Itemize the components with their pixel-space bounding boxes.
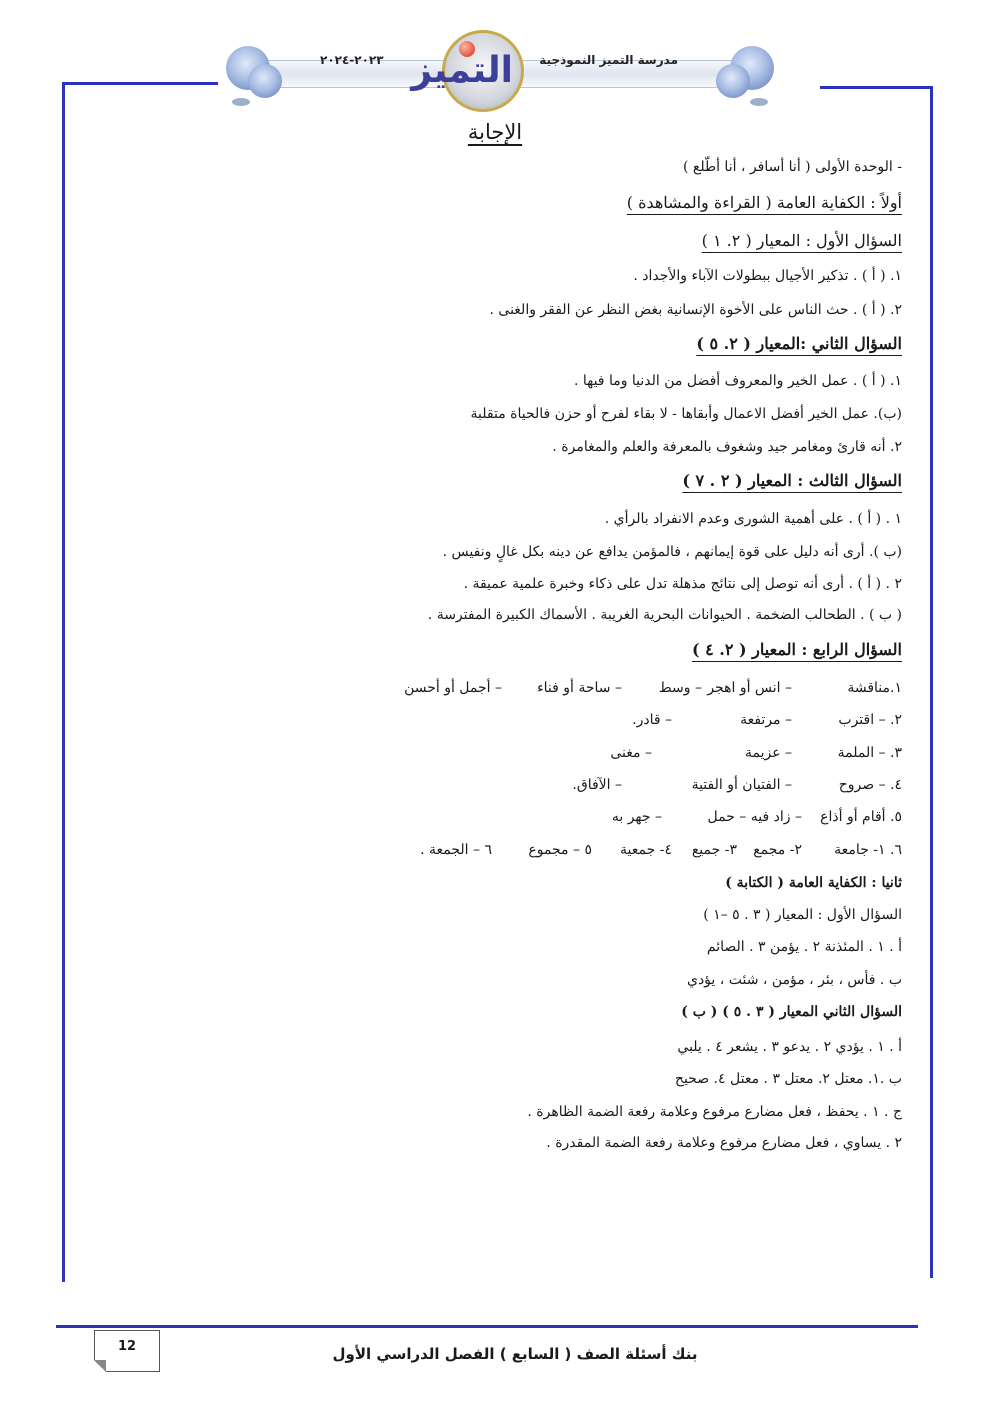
answer-line: ج . ١ . يحفظ ، فعل مضارع مرفوع وعلامة رفعة الضمة الظاهرة .: [527, 1104, 902, 1120]
page-number: 12: [117, 1339, 137, 1354]
word-cell: – عزيمة: [744, 745, 792, 761]
word-row: [582, 710, 902, 730]
word-cell: ٣. – الملمة: [837, 745, 902, 761]
word-row: [572, 807, 902, 827]
word-cell: ١.مناقشة: [847, 680, 902, 696]
section-heading: أولاً : الكفاية العامة ( القراءة والمشاهدة ): [626, 193, 902, 212]
word-cell: – أجمل أو أحسن: [404, 680, 502, 696]
answer-line: ٢. أنه قارئ ومغامر جيد وشغوف بالمعرفة والعلم والمغامرة .: [552, 439, 902, 455]
word-cell: – مرتفعة: [740, 712, 792, 728]
answer-line: ب . فأس ، بئر ، مؤمن ، شئت ، يؤدي: [686, 972, 902, 988]
unit-line: - الوحدة الأولى ( أنا أسافر ، أنا أطّلع ): [682, 159, 902, 175]
word-cell: – جهر به: [611, 809, 662, 825]
word-cell: ٢. – اقترب: [838, 712, 902, 728]
page-title: الإجابة: [467, 120, 523, 144]
word-row: [382, 840, 902, 860]
word-cell: – الآفاق.: [572, 777, 622, 793]
logo-text: التميز: [411, 50, 513, 91]
word-cell: ٥. أقام أو أذاع: [820, 809, 902, 825]
question-heading: السؤال الأول : المعيار ( ٢. ١ ): [701, 231, 902, 250]
school-name: مدرسة التميز النموذجية: [539, 53, 678, 67]
word-cell: ٥ – مجموع: [528, 842, 592, 858]
word-cell: – مغنى: [610, 745, 652, 761]
answer-line: ١ . ( أ ) . على أهمية الشورى وعدم الانفراد بالرأي .: [604, 511, 902, 527]
word-cell: – وسط: [658, 680, 702, 696]
footer-line: [56, 1325, 918, 1328]
question-heading: السؤال الثاني :المعيار ( ٢. ٥ ): [696, 334, 902, 353]
answer-line: ٢. ( أ ) . حث الناس على الأخوة الإنسانية بغض النظر عن الفقر والغنى .: [489, 302, 902, 318]
word-cell: – الفتيان أو الفتية: [691, 777, 792, 793]
word-cell: ٢- مجمع: [753, 842, 802, 858]
page-number-box: [94, 1330, 160, 1372]
word-cell: ٣- جميع: [691, 842, 737, 858]
answer-line: ١. ( أ ) . عمل الخير والمعروف أفضل من الدنيا وما فيها .: [573, 373, 902, 389]
word-row: [392, 678, 902, 698]
answer-line: (ب). عمل الخير أفضل الاعمال وأبقاها - لا بقاء لفرح أو حزن فالحياة متقلبة: [470, 406, 902, 422]
answer-line: ٢ . يساوي ، فعل مضارع مرفوع وعلامة رفعة الضمة المقدرة .: [546, 1135, 902, 1151]
word-cell: – ساحة أو فناء: [537, 680, 622, 696]
answer-line: ب .١. معتل ٢. معتل ٣ . معتل ٤. صحيح: [674, 1071, 902, 1087]
word-row: [562, 743, 902, 763]
answer-line: أ . ١ . يؤدي ٢ . يدعو ٣ . يشعر ٤ . يلبي: [677, 1039, 902, 1055]
word-cell: – زاد فيه – حمل: [707, 809, 802, 825]
section-heading: ثانيا : الكفاية العامة ( الكتابة ): [725, 875, 902, 891]
question-heading: السؤال الأول : المعيار ( ٣ . ٥ –١ ): [703, 907, 902, 923]
word-cell: – قادر.: [632, 712, 672, 728]
word-cell: – انس أو اهجر: [707, 680, 792, 696]
answer-line: ( ب ) . الطحالب الضخمة . الحيوانات البحرية الغريبة . الأسماك الكبيرة المفترسة .: [427, 607, 902, 623]
word-cell: ٦. ١- جامعة: [834, 842, 902, 858]
footer-title: بنك أسئلة الصف ( السابع ) الفصل الدراسي الأول: [332, 1345, 698, 1363]
question-heading: السؤال الثاني المعيار ( ٣ . ٥ ) ( ب ): [681, 1004, 902, 1020]
word-cell: ٤- جمعية: [620, 842, 672, 858]
word-cell: ٤. – صروح: [838, 777, 902, 793]
question-heading: السؤال الرابع : المعيار ( ٢. ٤ ): [691, 640, 902, 659]
word-cell: ٦ – الجمعة .: [420, 842, 492, 858]
answer-line: ١. ( أ ) . تذكير الأجيال ببطولات الآباء والأجداد .: [633, 268, 902, 284]
answer-line: أ . ١ . المئذنة ٢ . يؤمن ٣ . الصائم: [706, 939, 902, 955]
academic-year: ٢٠٢٣-٢٠٢٤: [320, 53, 384, 67]
answer-line: ٢ . ( أ ) . أرى أنه توصل إلى نتائج مذهلة تدل على ذكاء وخبرة علمية عميقة .: [463, 576, 902, 592]
answer-line: (ب ). أرى أنه دليل على قوة إيمانهم ، فالمؤمن يدافع عن دينه بكل غالٍ ونفيس .: [442, 544, 902, 560]
question-heading: السؤال الثالث : المعيار ( ٢ . ٧ ): [682, 471, 902, 490]
word-row: [522, 775, 902, 795]
